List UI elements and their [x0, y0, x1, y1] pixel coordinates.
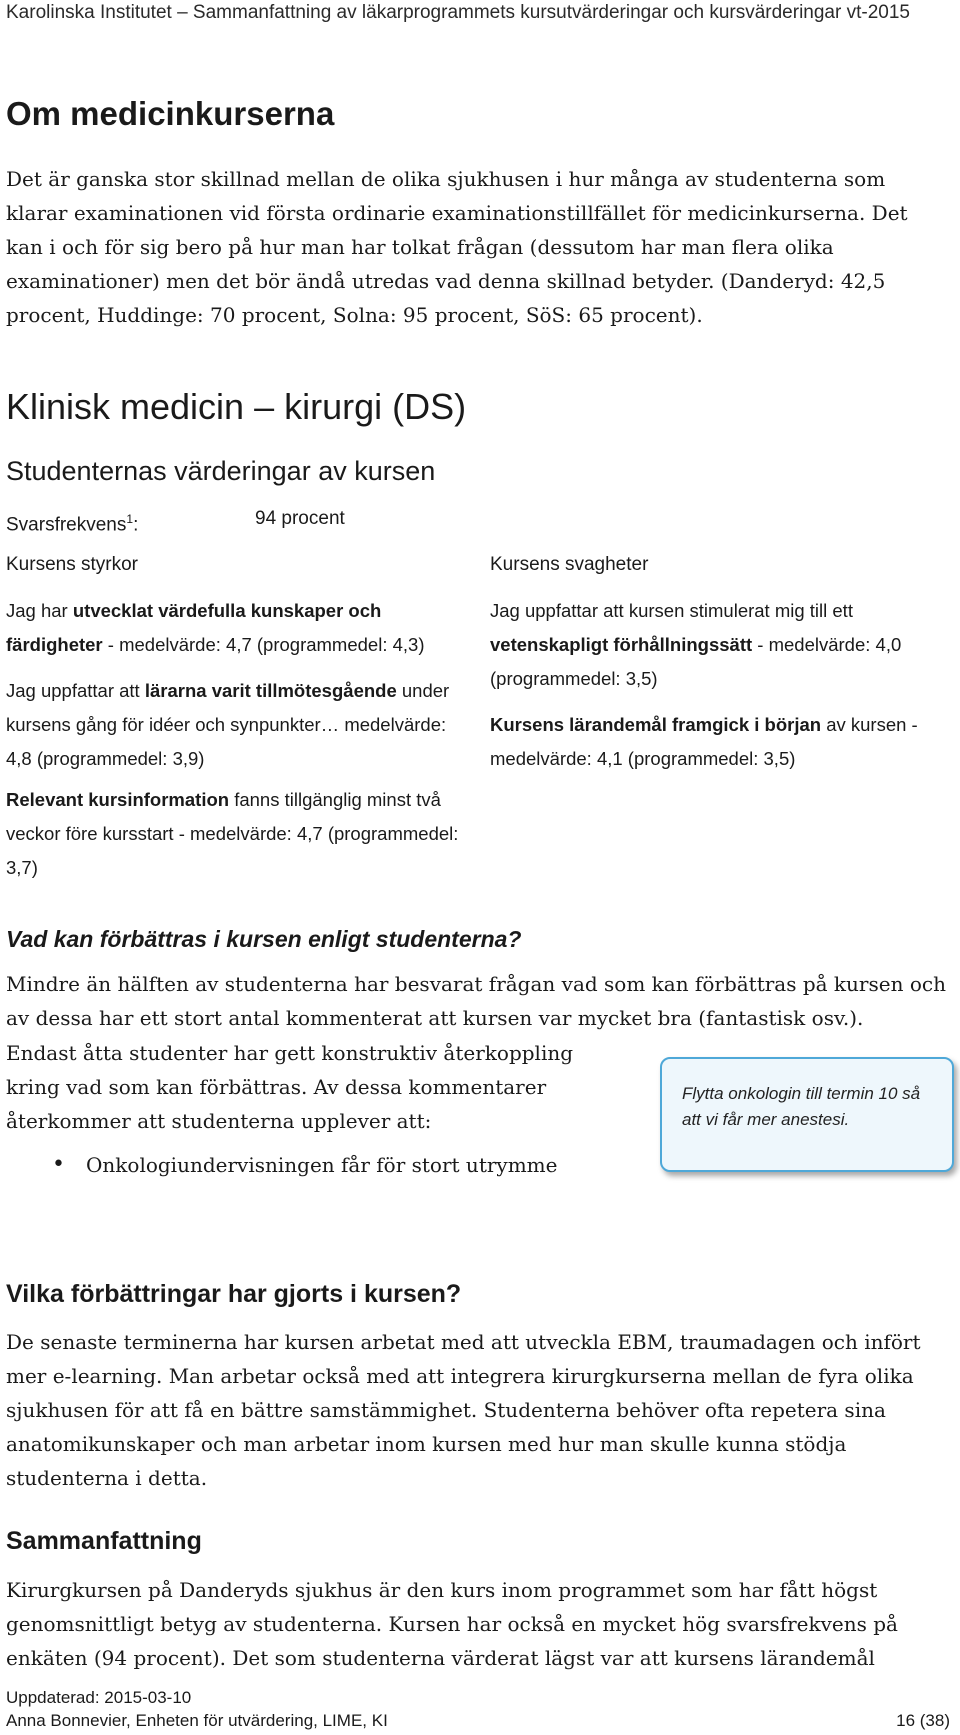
improve-heading: Vad kan förbättras i kursen enligt studenterna? [6, 926, 522, 952]
strength-item [6, 674, 474, 776]
response-rate-label-text: Svarsfrekvens [6, 514, 127, 536]
strength-text: fanns tillgänglig minst två veckor före kursstart - medelvärde: 4,7 (programmedel: 3,7) [6, 789, 459, 878]
strength-text: - medelvärde: 4,7 (programmedel: 4,3) [102, 634, 425, 655]
weakness-item [490, 594, 956, 696]
changes-heading: Vilka förbättringar har gjorts i kursen? [6, 1280, 462, 1308]
weakness-item [490, 708, 956, 776]
course-title: Klinisk medicin – kirurgi (DS) [6, 386, 467, 427]
weaknesses-heading: Kursens svagheter [490, 554, 649, 575]
response-rate-label [6, 504, 138, 540]
weakness-text: av kursen - medelvärde: 4,1 (programmedel: 3,5) [490, 714, 918, 769]
paragraph-om-medicinkurserna: Det är ganska stor skillnad mellan de olika sjukhusen i hur många av studenterna som klarar examinationen vid första ordinarie examinationstillfället för medicinkurserna. Det kan i och för sig bero på hur man har tolkat frågan (dessutom har man flera olika examinationer) men det bör ändå utredas vad denna skillnad betyder. (Danderyd: 42,5 procent, Huddinge: 70 procent, Solna: 95 procent, SöS: 65 procent). [6, 167, 908, 327]
weakness-text: Jag uppfattar att kursen stimulerat mig till ett [490, 600, 853, 621]
footer-author: Anna Bonnevier, Enheten för utvärdering, LIME, KI [6, 1711, 388, 1730]
strength-emphasis: utvecklat värdefulla kunskaper och färdigheter [6, 600, 382, 655]
strength-text: Jag uppfattar att [6, 680, 145, 701]
list-item [6, 1148, 566, 1182]
summary-heading: Sammanfattning [6, 1527, 202, 1555]
bullet-icon: • [52, 1152, 65, 1177]
weakness-emphasis: Kursens lärandemål framgick i början [490, 714, 822, 735]
footer-updated-date: Uppdaterad: 2015-03-10 [6, 1688, 192, 1707]
weaknesses-column [490, 594, 956, 788]
changes-paragraph: De senaste terminerna har kursen arbetat med att utveckla EBM, traumadagen och infört mer e-learning. Man arbetar också med att integrera kirurgkurserna mellan de fyra olika sjukhusen för att få en bättre samstämmighet. Studenterna behöver ofta repetera sina anatomikunskaper och man arbetar inom kursen med hur man skulle kunna stödja studenterna i detta. [6, 1330, 921, 1490]
response-rate-colon: : [133, 514, 139, 536]
response-rate-value: 94 procent [255, 508, 345, 529]
strength-text: under kursens gång för idéer och synpunkter… medelvärde: 4,8 (programmedel: 3,9) [6, 680, 450, 769]
weakness-text: - medelvärde: 4,0 (programmedel: 3,5) [490, 634, 902, 689]
footer-page-number: 16 (38) [896, 1711, 950, 1730]
running-header: Karolinska Institutet – Sammanfattning av läkarprogrammets kursutvärderingar och kursvärderingar vt-2015 [6, 2, 910, 23]
strength-text: Jag har [6, 600, 73, 621]
strength-emphasis: Relevant kursinformation [6, 789, 230, 810]
section-heading-om-medicinkurserna: Om medicinkurserna [6, 95, 335, 132]
weakness-emphasis: vetenskapligt förhållningssätt [490, 634, 753, 655]
strengths-column [6, 594, 474, 788]
improve-paragraph-1: Mindre än hälften av studenterna har besvarat frågan vad som kan förbättras på kursen och av dessa har ett stort antal kommenterat att kursen var mycket bra (fantastisk osv.). [6, 972, 946, 1030]
summary-paragraph: Kirurgkursen på Danderyds sjukhus är den kurs inom programmet som har fått högst genomsnittligt betyg av studenterna. Kursen har också en mycket hög svarsfrekvens på enkäten (94 procent). Det som studenterna värderat lägst var att kursens lärandemål [6, 1578, 898, 1670]
strength-item [6, 594, 474, 662]
strength-item [6, 783, 474, 885]
strength-emphasis: lärarna varit tillmötesgående [144, 680, 397, 701]
improve-bullet-list [6, 1148, 566, 1182]
list-item-text: Onkologiundervisningen får för stort utrymme [86, 1153, 558, 1177]
strengths-heading: Kursens styrkor [6, 554, 138, 575]
student-quote-callout: Flytta onkologin till termin 10 så att vi får mer anestesi. [660, 1057, 954, 1172]
footnote-marker: 1 [126, 512, 134, 526]
improve-paragraph-2: Endast åtta studenter har gett konstruktiv återkoppling kring vad som kan förbättras. Av dessa kommentarer återkommer att studenterna upplever att: [6, 1041, 574, 1133]
course-subtitle: Studenternas värderingar av kursen [6, 456, 436, 486]
